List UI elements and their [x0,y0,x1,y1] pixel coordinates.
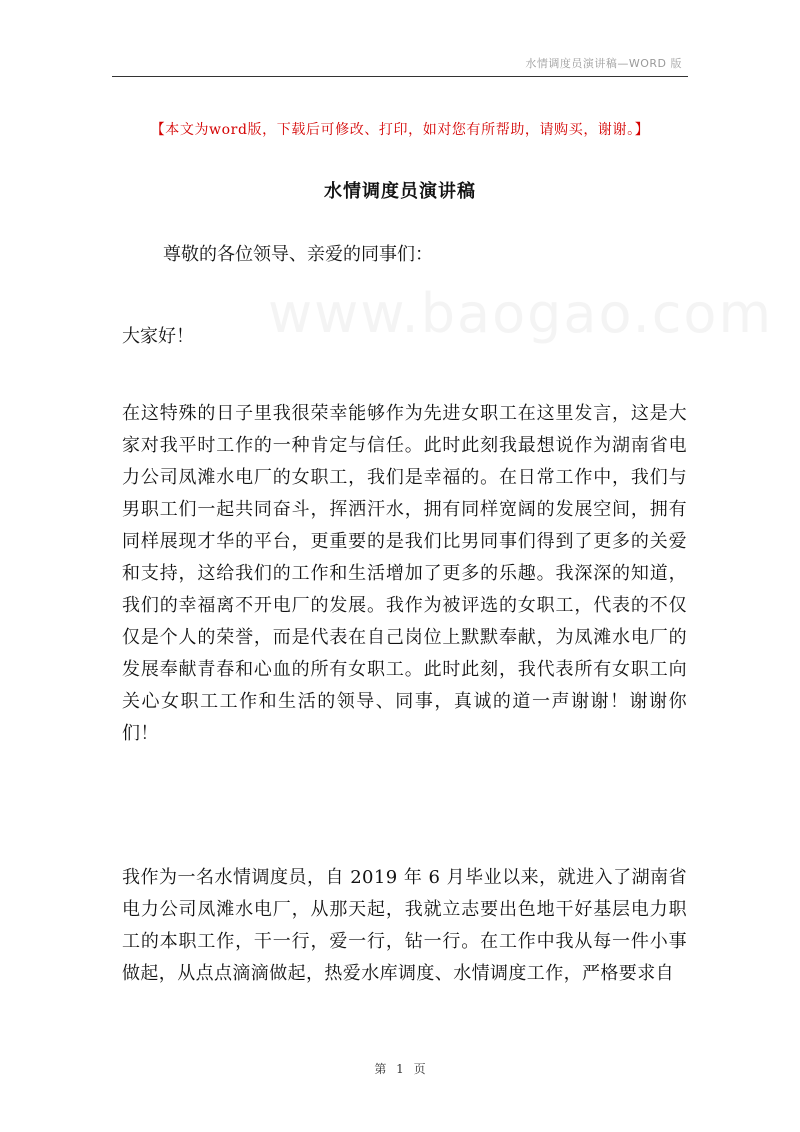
body-paragraph-2: 我作为一名水情调度员，自 2019 年 6 月毕业以来，就进入了湖南省电力公司凤滩水电厂，从那天起，我就立志要出色地干好基层电力职工的本职工作，干一行，爱一行，钻一行。在工作中我从每一件小事做起，从点点滴滴做起，热爱水库调度、水情调度工作，严格要求自 [122,867,687,984]
running-header: 水情调度员演讲稿—WORD 版 [525,57,682,70]
purchase-notice: 【本文为word版，下载后可修改、打印，如对您有所帮助，请购买，谢谢。】 [150,122,650,138]
hello-line: 大家好！ [122,326,194,347]
document-title: 水情调度员演讲稿 [324,181,476,202]
header-divider [112,76,688,77]
body-paragraph-1: 在这特殊的日子里我很荣幸能够作为先进女职工在这里发言，这是大家对我平时工作的一种肯定与信任。此时此刻我最想说作为湖南省电力公司凤滩水电厂的女职工，我们是幸福的。在日常工作中，我们与男职工们一起共同奋斗，挥洒汗水，拥有同样宽阔的发展空间，拥有同样展现才华的平台，更重要的是我们比男同事们得到了更多的关爱和支持，这给我们的工作和生活增加了更多的乐趣。我深深的知道，我们的幸福离不开电厂的发展。我作为被评选的女职工，代表的不仅仅是个人的荣誉，而是代表在自己岗位上默默奉献，为凤滩水电厂的发展奉献青春和心血的所有女职工。此时此刻，我代表所有女职工向关心女职工工作和生活的领导、同事，真诚的道一声谢谢！谢谢你们！ [122,403,687,744]
page-number: 第 1 页 [374,1062,426,1076]
watermark: www.baogao.com [268,282,774,345]
greeting-line: 尊敬的各位领导、亲爱的同事们： [163,244,433,265]
